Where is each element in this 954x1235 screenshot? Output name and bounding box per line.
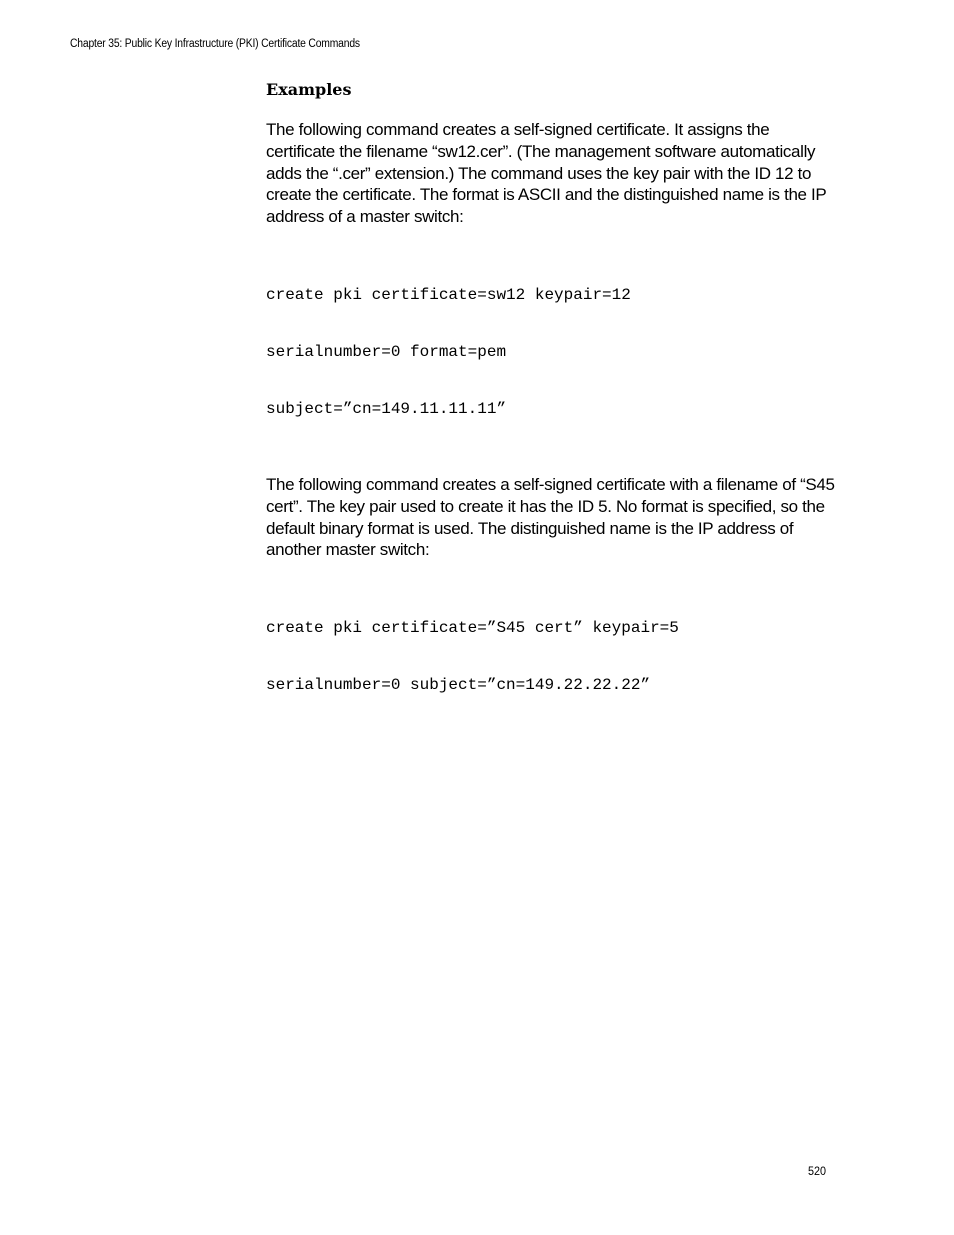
- paragraph-2: The following command creates a self-signed certificate with a filename of “S45 cert”. The key pair used to create it has the ID 5. No format is specified, so the default binary format is used. The distinguished name is the IP address of another master switch:: [266, 474, 835, 560]
- main-content: [266, 78, 836, 733]
- code-line: create pki certificate=sw12 keypair=12: [266, 285, 631, 304]
- paragraph-1: The following command creates a self-signed certificate. It assigns the certificate the filename “sw12.cer”. (The management software automatically adds the “.cer” extension.) The command uses the key pair with the ID 12 to create the certificate. The format is ASCII and the distinguished name is the IP address of a master switch:: [266, 120, 827, 227]
- section-heading: Examples: [266, 80, 352, 99]
- running-header: Chapter 35: Public Key Infrastructure (PKI) Certificate Commands: [70, 38, 360, 50]
- code-example-2: [266, 581, 836, 733]
- code-example-1: [266, 248, 836, 457]
- page-number: 520: [808, 1164, 827, 1178]
- code-line: subject=”cn=149.11.11.11”: [266, 399, 507, 418]
- code-line: serialnumber=0 format=pem: [266, 342, 507, 361]
- code-line: create pki certificate=”S45 cert” keypair=5: [266, 619, 679, 638]
- code-line: serialnumber=0 subject=”cn=149.22.22.22”: [266, 676, 651, 695]
